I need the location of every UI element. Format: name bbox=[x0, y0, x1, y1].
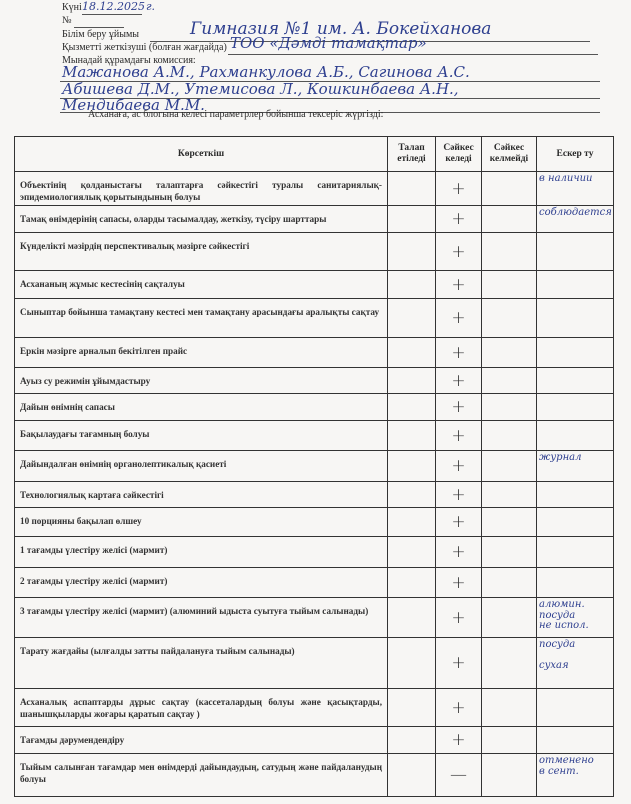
col-required: Талап етіледі bbox=[388, 137, 436, 172]
indicator-cell: Тағамды дәрумендендіру bbox=[15, 727, 388, 754]
note-cell[interactable] bbox=[537, 754, 614, 797]
indicator-cell: Тамақ өнімдерінің сапасы, оларды тасымалдау, жеткізу, түсіру шарттары bbox=[15, 206, 388, 233]
table-row bbox=[15, 638, 614, 689]
table-row bbox=[15, 508, 614, 537]
note-cell[interactable] bbox=[537, 568, 614, 598]
indicator-cell: Күнделікті мәзірдің перспективалық мәзірге сәйкестігі bbox=[15, 233, 388, 271]
required-cell[interactable] bbox=[388, 638, 436, 689]
note-cell[interactable] bbox=[537, 421, 614, 451]
compliant-cell[interactable]: + bbox=[436, 598, 482, 638]
noncompliant-cell[interactable] bbox=[482, 689, 537, 727]
note-cell[interactable] bbox=[537, 689, 614, 727]
compliant-cell[interactable]: + bbox=[436, 689, 482, 727]
note-handwriting: соблюдается bbox=[539, 207, 612, 218]
compliant-cell[interactable]: + bbox=[436, 271, 482, 299]
note-cell[interactable] bbox=[537, 394, 614, 421]
indicator-cell: 3 тағамды үлестіру желісі (мармит) (алюминий ыдыста суытуға тыйым салынады) bbox=[15, 598, 388, 638]
required-cell[interactable] bbox=[388, 727, 436, 754]
required-cell[interactable] bbox=[388, 451, 436, 482]
table-row bbox=[15, 421, 614, 451]
date-label: Күні bbox=[62, 2, 82, 13]
indicator-cell: Асхананың жұмыс кестесінің сақталуы bbox=[15, 271, 388, 299]
required-cell[interactable] bbox=[388, 689, 436, 727]
compliant-cell[interactable]: + bbox=[436, 368, 482, 394]
noncompliant-cell[interactable] bbox=[482, 299, 537, 338]
compliant-cell[interactable]: + bbox=[436, 394, 482, 421]
table-row bbox=[15, 338, 614, 368]
table-row bbox=[15, 598, 614, 638]
note-cell[interactable] bbox=[537, 598, 614, 638]
noncompliant-cell[interactable] bbox=[482, 394, 537, 421]
noncompliant-cell[interactable] bbox=[482, 508, 537, 537]
compliant-cell[interactable]: + bbox=[436, 482, 482, 508]
compliant-cell[interactable]: + bbox=[436, 206, 482, 233]
note-cell[interactable] bbox=[537, 482, 614, 508]
noncompliant-cell[interactable] bbox=[482, 206, 537, 233]
compliant-cell[interactable]: + bbox=[436, 299, 482, 338]
number-field[interactable] bbox=[74, 27, 124, 28]
indicator-cell: Асханалық аспаптарды дұрыс сақтау (кассеталардың болуы және қасықтарды, шанышқыларды жоғары қаратып сақтау ) bbox=[15, 689, 388, 727]
org-label: Білім беру ұйымы bbox=[62, 29, 139, 40]
compliant-cell[interactable]: + bbox=[436, 638, 482, 689]
note-cell[interactable] bbox=[537, 233, 614, 271]
compliant-cell[interactable]: + bbox=[436, 568, 482, 598]
table-row bbox=[15, 451, 614, 482]
date-underline bbox=[82, 14, 142, 15]
table-header-row bbox=[15, 137, 614, 172]
date-suffix: г. bbox=[146, 0, 156, 13]
required-cell[interactable] bbox=[388, 172, 436, 206]
compliant-cell[interactable]: + bbox=[436, 451, 482, 482]
required-cell[interactable] bbox=[388, 754, 436, 797]
compliant-cell[interactable]: + bbox=[436, 338, 482, 368]
commission-label: Мынадай құрамдағы комиссия: bbox=[62, 55, 196, 66]
required-cell[interactable] bbox=[388, 568, 436, 598]
required-cell[interactable] bbox=[388, 421, 436, 451]
required-cell[interactable] bbox=[388, 206, 436, 233]
compliant-cell[interactable]: + bbox=[436, 172, 482, 206]
note-cell[interactable] bbox=[537, 271, 614, 299]
table-row bbox=[15, 537, 614, 568]
supplier-underline bbox=[228, 54, 598, 55]
noncompliant-cell[interactable] bbox=[482, 638, 537, 689]
noncompliant-cell[interactable] bbox=[482, 727, 537, 754]
note-handwriting: в наличии bbox=[539, 173, 593, 184]
col-indicator: Көрсеткіш bbox=[15, 137, 388, 172]
table-row bbox=[15, 568, 614, 598]
supplier-value[interactable]: ТОО «Дәмді тамақтар» bbox=[230, 34, 427, 52]
noncompliant-cell[interactable] bbox=[482, 537, 537, 568]
indicator-cell: Тарату жағдайы (ылғалды затты пайдалануға тыйым салынады) bbox=[15, 638, 388, 689]
noncompliant-cell[interactable] bbox=[482, 338, 537, 368]
required-cell[interactable] bbox=[388, 394, 436, 421]
required-cell[interactable] bbox=[388, 508, 436, 537]
table-row bbox=[15, 754, 614, 797]
inspection-table bbox=[14, 136, 614, 797]
noncompliant-cell[interactable] bbox=[482, 754, 537, 797]
compliant-cell[interactable]: + bbox=[436, 508, 482, 537]
table-row bbox=[15, 172, 614, 206]
note-handwriting: посуда сухая bbox=[539, 639, 576, 671]
note-handwriting: алюмин. посуда не испол. bbox=[539, 599, 589, 631]
commission-line-1[interactable]: Мажанова А.М., Рахманкулова А.Б., Сагинова А.С. bbox=[62, 63, 470, 81]
indicator-cell: Дайындалған өнімнің органолептикалық қасиеті bbox=[15, 451, 388, 482]
noncompliant-cell[interactable] bbox=[482, 233, 537, 271]
noncompliant-cell[interactable] bbox=[482, 598, 537, 638]
indicator-cell: Технологиялық картаға сәйкестігі bbox=[15, 482, 388, 508]
note-cell[interactable] bbox=[537, 537, 614, 568]
noncompliant-cell[interactable] bbox=[482, 421, 537, 451]
compliant-cell[interactable]: — bbox=[436, 754, 482, 797]
indicator-cell: Еркін мәзірге арналып бекітілген прайс bbox=[15, 338, 388, 368]
intro-text: Асханаға, ас блогына келесі параметрлер бойынша тексеріс жүргізді: bbox=[88, 109, 384, 120]
required-cell[interactable] bbox=[388, 299, 436, 338]
table-row bbox=[15, 368, 614, 394]
indicator-cell: Бақылаудағы тағамның болуы bbox=[15, 421, 388, 451]
number-label: № bbox=[62, 15, 72, 26]
indicator-cell: Тыйым салынған тағамдар мен өнімдерді дайындаудың, сатудың және пайдаланудың болуы bbox=[15, 754, 388, 797]
table-row bbox=[15, 206, 614, 233]
noncompliant-cell[interactable] bbox=[482, 568, 537, 598]
table-row bbox=[15, 299, 614, 338]
table-row bbox=[15, 394, 614, 421]
table-row bbox=[15, 271, 614, 299]
indicator-cell: Объектінің қолданыстағы талаптарға сәйкестігі туралы санитариялық-эпидемиологиялық қорытындының болуы bbox=[15, 172, 388, 206]
col-compliant: Сәйкес келеді bbox=[436, 137, 482, 172]
note-cell[interactable] bbox=[537, 508, 614, 537]
indicator-cell: Дайын өнімнің сапасы bbox=[15, 394, 388, 421]
table-row bbox=[15, 233, 614, 271]
indicator-cell: 2 тағамды үлестіру желісі (мармит) bbox=[15, 568, 388, 598]
compliant-cell[interactable]: + bbox=[436, 421, 482, 451]
noncompliant-cell[interactable] bbox=[482, 368, 537, 394]
noncompliant-cell[interactable] bbox=[482, 172, 537, 206]
supplier-label: Қызметті жеткізуші (болған жағдайда) bbox=[62, 42, 227, 53]
note-handwriting: отменено в сент. bbox=[539, 755, 594, 777]
required-cell[interactable] bbox=[388, 598, 436, 638]
commission-line-3[interactable]: Мендибаева М.М. bbox=[62, 96, 205, 114]
col-note: Ескер ту bbox=[537, 137, 614, 172]
col-noncompliant: Сәйкес келмейді bbox=[482, 137, 537, 172]
table-row bbox=[15, 482, 614, 508]
note-cell[interactable] bbox=[537, 368, 614, 394]
required-cell[interactable] bbox=[388, 271, 436, 299]
compliant-cell[interactable]: + bbox=[436, 233, 482, 271]
noncompliant-cell[interactable] bbox=[482, 271, 537, 299]
commission-line-2[interactable]: Абишева Д.М., Утемисова Л., Кошкинбаева А.Н., bbox=[62, 80, 459, 98]
note-cell[interactable] bbox=[537, 206, 614, 233]
table-row bbox=[15, 689, 614, 727]
required-cell[interactable] bbox=[388, 537, 436, 568]
date-value[interactable]: 18.12.2025 bbox=[82, 0, 145, 13]
required-cell[interactable] bbox=[388, 338, 436, 368]
note-handwriting: журнал bbox=[539, 452, 582, 463]
note-cell[interactable] bbox=[537, 727, 614, 754]
indicator-cell: Ауыз су режимін ұйымдастыру bbox=[15, 368, 388, 394]
note-cell[interactable] bbox=[537, 638, 614, 689]
required-cell[interactable] bbox=[388, 482, 436, 508]
required-cell[interactable] bbox=[388, 368, 436, 394]
required-cell[interactable] bbox=[388, 233, 436, 271]
note-cell[interactable] bbox=[537, 338, 614, 368]
compliant-cell[interactable]: + bbox=[436, 727, 482, 754]
noncompliant-cell[interactable] bbox=[482, 451, 537, 482]
indicator-cell: 10 порцияны бақылап өлшеу bbox=[15, 508, 388, 537]
note-cell[interactable] bbox=[537, 172, 614, 206]
compliant-cell[interactable]: + bbox=[436, 537, 482, 568]
indicator-cell: 1 тағамды үлестіру желісі (мармит) bbox=[15, 537, 388, 568]
table-row bbox=[15, 727, 614, 754]
noncompliant-cell[interactable] bbox=[482, 482, 537, 508]
note-cell[interactable] bbox=[537, 299, 614, 338]
note-cell[interactable] bbox=[537, 451, 614, 482]
indicator-cell: Сыныптар бойынша тамақтану кестесі мен тамақтану арасындағы аралықты сақтау bbox=[15, 299, 388, 338]
org-value[interactable]: Гимназия №1 им. А. Бокейханова bbox=[190, 19, 492, 39]
